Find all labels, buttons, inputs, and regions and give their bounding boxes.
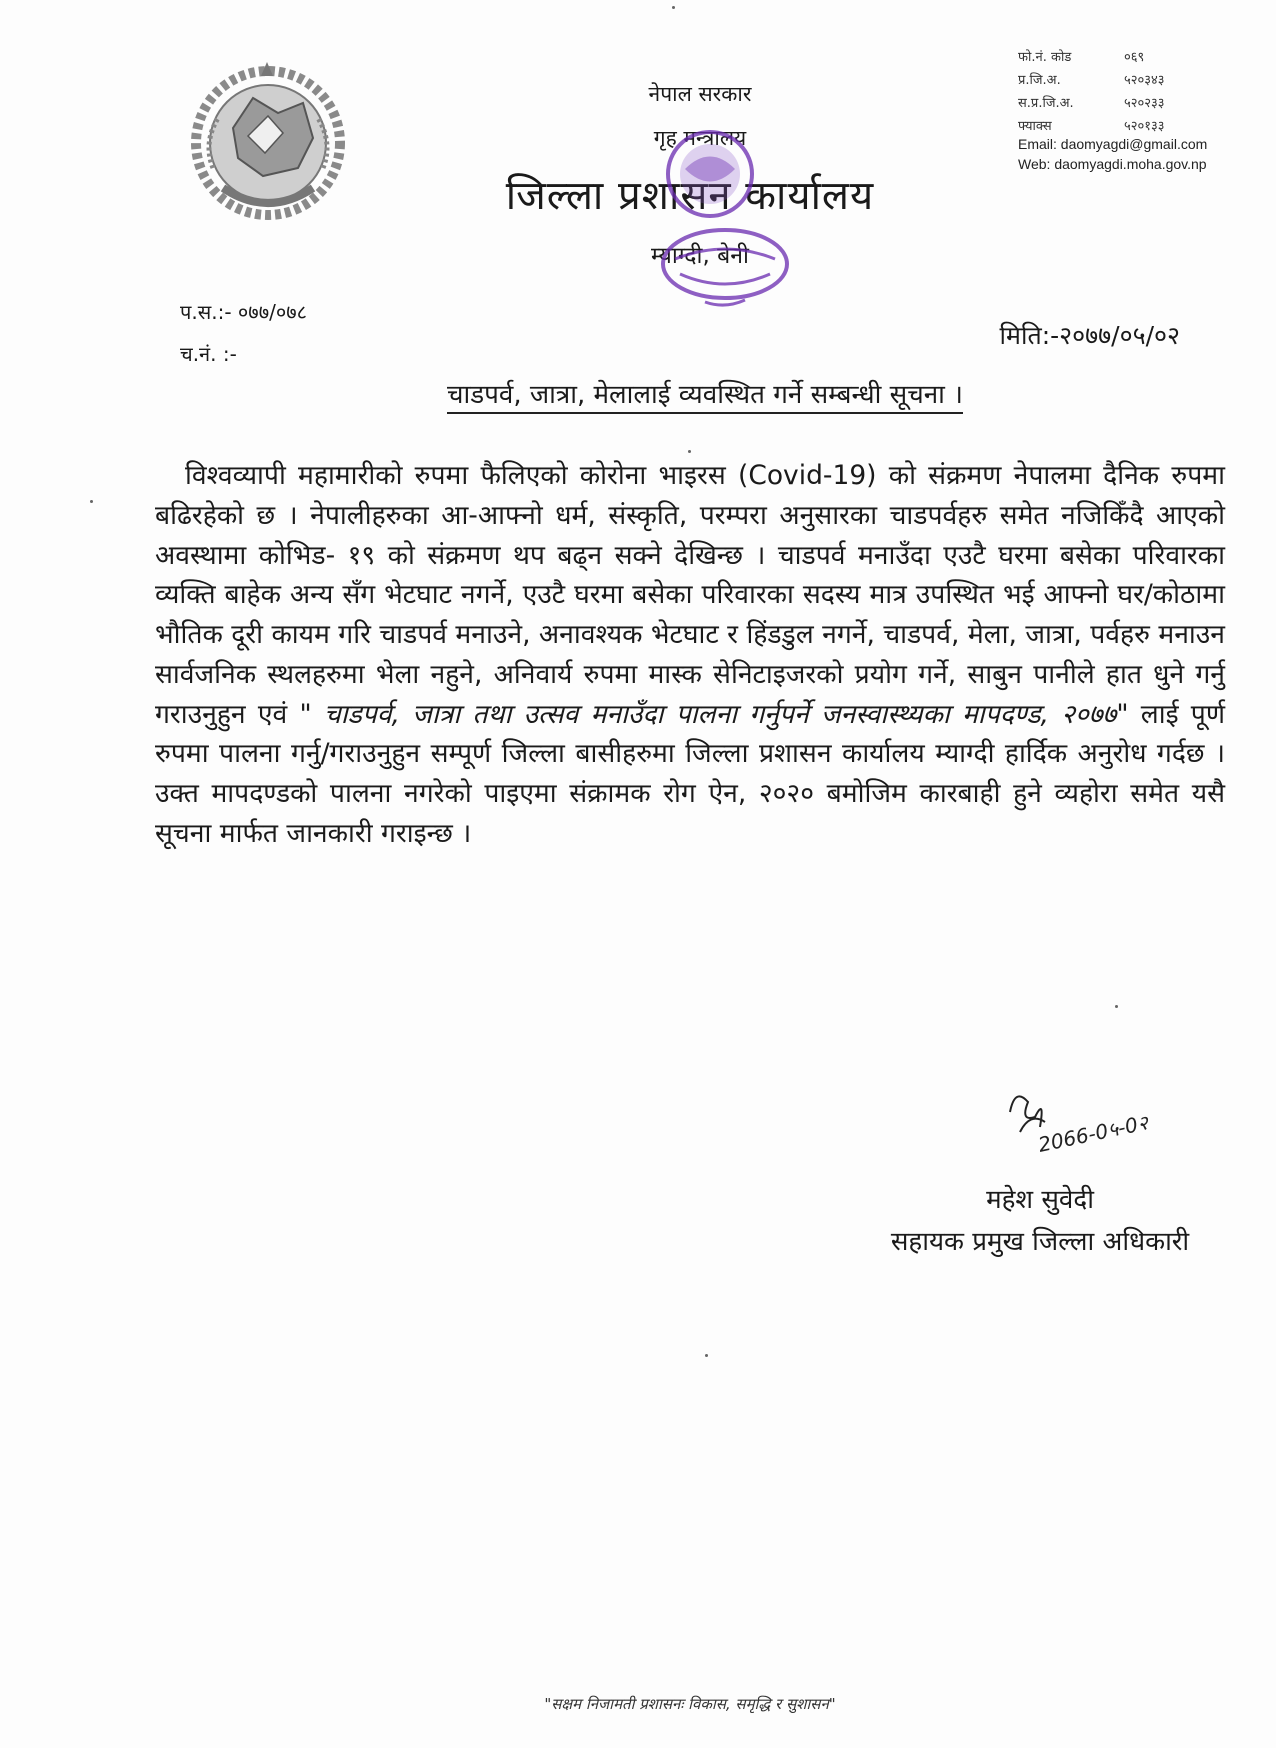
government-heading: नेपाल सरकार — [648, 82, 752, 106]
scan-speck — [672, 6, 675, 9]
notice-subject — [370, 375, 1040, 411]
contact-block — [1018, 44, 1258, 176]
contact-email: Email: daomyagdi@gmail.com — [1018, 136, 1208, 152]
contact-row — [1018, 113, 1258, 136]
contact-row — [1018, 67, 1258, 90]
contact-value: ५२०३४३ — [1124, 72, 1165, 88]
signature-date: 2066-0५-0२ — [1036, 1110, 1151, 1157]
signatory-title: सहायक प्रमुख जिल्ला अधिकारी — [890, 1227, 1190, 1257]
scan-speck — [90, 500, 93, 503]
office-stamp — [650, 124, 800, 324]
contact-row — [1018, 90, 1258, 113]
office-location: म्याग्दी, बेनी — [651, 243, 749, 269]
contact-value: ५२०१३३ — [1124, 118, 1165, 134]
scan-speck — [688, 450, 691, 453]
contact-label: स.प्र.जि.अ. — [1018, 95, 1074, 111]
office-heading: जिल्ला प्रशासन कार्यालय — [505, 173, 875, 219]
contact-value: ५२०२३३ — [1124, 95, 1165, 111]
dispatch-number: च.नं. :- — [180, 342, 237, 366]
body-text-part2: लाई पूर्ण रुपमा पालना गर्नु/गराउनुहुन सम्पूर्ण जिल्ला बासीहरुमा जिल्ला प्रशासन कार्यालय म्याग्दी हार्दिक अनुरोध गर्दछ । उक्त मापदण्डको पालना नगरेको पाइएमा संक्रामक रोग ऐन, २०२० बमोजिम कारबाही हुने व्यहोरा समेत यसै सूचना मार्फत जानकारी गराइन्छ । — [155, 698, 1226, 849]
scan-speck — [705, 1354, 708, 1357]
notice-body — [155, 456, 1225, 854]
signature-icon — [990, 1082, 1170, 1172]
nepal-emblem-icon — [183, 58, 353, 228]
contact-row — [1018, 44, 1258, 67]
body-paragraph — [155, 456, 1225, 854]
ministry-heading: गृह मन्त्रालय — [653, 126, 747, 150]
letter-date: मिति:-२०७७/०५/०२ — [999, 321, 1180, 350]
notice-subject-text: चाडपर्व, जात्रा, मेलालाई व्यवस्थित गर्ने सम्बन्धी सूचना । — [447, 380, 963, 414]
body-quoted-standard: " चाडपर्व, जात्रा तथा उत्सव मनाउँदा पालना गर्नुपर्ने जनस्वास्थ्यका मापदण्ड, २०७७" — [299, 698, 1129, 730]
contact-value: ०६९ — [1124, 49, 1145, 65]
letter-number: प.स.:- ०७७/०७८ — [180, 300, 308, 324]
contact-label: फो.नं. कोड — [1018, 49, 1072, 65]
contact-label: फ्याक्स — [1018, 118, 1052, 134]
contact-label: प्र.जि.अ. — [1018, 72, 1061, 88]
body-text-part1: विश्वव्यापी महामारीको रुपमा फैलिएको कोरोना भाइरस (Covid-19) को संक्रमण नेपालमा दैनिक रुपमा बढिरहेको छ । नेपालीहरुका आ-आफ्नो धर्म, संस्कृति, परम्परा अनुसारका चाडपर्वहरु समेत नजिकिँदै आएको अवस्थामा कोभिड- १९ को संक्रमण थप बढ्न सक्ने देखिन्छ । चाडपर्व मनाउँदा एउटै घरमा बसेका परिवारका व्यक्ति बाहेक अन्य सँग भेटघाट नगर्ने, एउटै घरमा बसेका परिवारका सदस्य मात्र उपस्थित भई आफ्नो घर/कोठामा भौतिक दूरी कायम गरि चाडपर्व मनाउने, अनावश्यक भेटघाट र हिंडडुल नगर्ने, चाडपर्व, मेला, जात्रा, पर्वहरु मनाउन सार्वजनिक स्थलहरुमा भेला नहुने, अनिवार्य रुपमा मास्क सेनिटाइजरको प्रयोग गर्ने, साबुन पानीले हात धुने गर्नु गराउनुहुन एवं — [155, 460, 1225, 730]
signatory-name: महेश सुवेदी — [986, 1185, 1094, 1215]
footer-motto: "सक्षम निजामती प्रशासनः विकास, समृद्धि र सुशासन" — [544, 1695, 836, 1713]
scan-speck — [1115, 1005, 1118, 1008]
contact-web: Web: daomyagdi.moha.gov.np — [1018, 156, 1207, 172]
